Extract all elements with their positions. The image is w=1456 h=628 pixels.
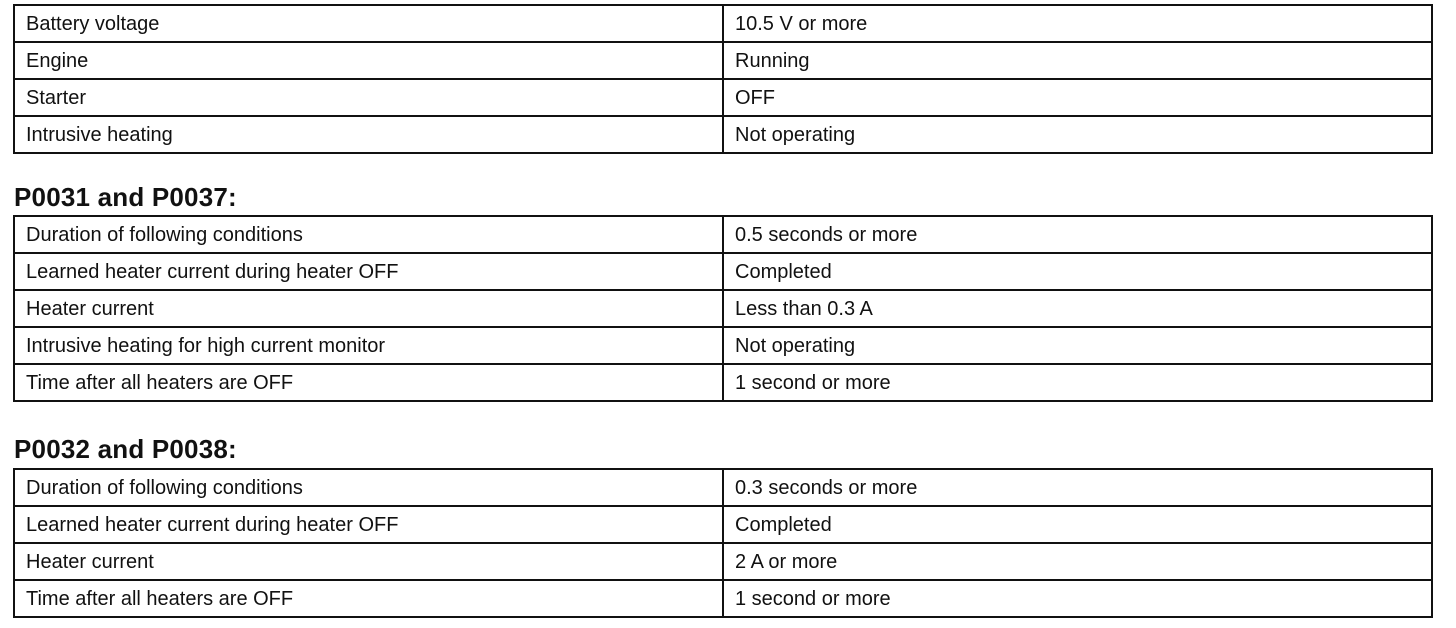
condition-item: Battery voltage <box>14 5 723 42</box>
condition-item: Learned heater current during heater OFF <box>14 506 723 543</box>
section-heading-p0031: P0031 and P0037: <box>14 182 237 212</box>
condition-value: OFF <box>723 79 1432 116</box>
condition-value: Not operating <box>723 116 1432 153</box>
table-row <box>14 290 1432 327</box>
table-row <box>14 364 1432 401</box>
condition-value: 2 A or more <box>723 543 1432 580</box>
condition-item: Intrusive heating for high current monitor <box>14 327 723 364</box>
condition-value: 0.3 seconds or more <box>723 469 1432 506</box>
table-row <box>14 327 1432 364</box>
condition-value: 10.5 V or more <box>723 5 1432 42</box>
table-row <box>14 506 1432 543</box>
table-row <box>14 42 1432 79</box>
p0032-conditions-table <box>13 468 1433 618</box>
condition-value: Not operating <box>723 327 1432 364</box>
condition-value: Running <box>723 42 1432 79</box>
general-conditions-table <box>13 4 1433 154</box>
condition-item: Heater current <box>14 290 723 327</box>
p0031-conditions-table <box>13 215 1433 402</box>
condition-item: Heater current <box>14 543 723 580</box>
table-row <box>14 543 1432 580</box>
table-row <box>14 580 1432 617</box>
condition-item: Starter <box>14 79 723 116</box>
condition-value: Completed <box>723 506 1432 543</box>
table-row <box>14 5 1432 42</box>
condition-item: Engine <box>14 42 723 79</box>
condition-value: 1 second or more <box>723 364 1432 401</box>
condition-value: 0.5 seconds or more <box>723 216 1432 253</box>
table-row <box>14 116 1432 153</box>
table-row <box>14 216 1432 253</box>
condition-value: Completed <box>723 253 1432 290</box>
condition-value: Less than 0.3 A <box>723 290 1432 327</box>
condition-item: Intrusive heating <box>14 116 723 153</box>
condition-item: Learned heater current during heater OFF <box>14 253 723 290</box>
table-row <box>14 79 1432 116</box>
table-row <box>14 469 1432 506</box>
section-heading-p0032: P0032 and P0038: <box>14 434 237 464</box>
condition-item: Duration of following conditions <box>14 469 723 506</box>
table-row <box>14 253 1432 290</box>
condition-item: Duration of following conditions <box>14 216 723 253</box>
condition-item: Time after all heaters are OFF <box>14 364 723 401</box>
condition-item: Time after all heaters are OFF <box>14 580 723 617</box>
condition-value: 1 second or more <box>723 580 1432 617</box>
